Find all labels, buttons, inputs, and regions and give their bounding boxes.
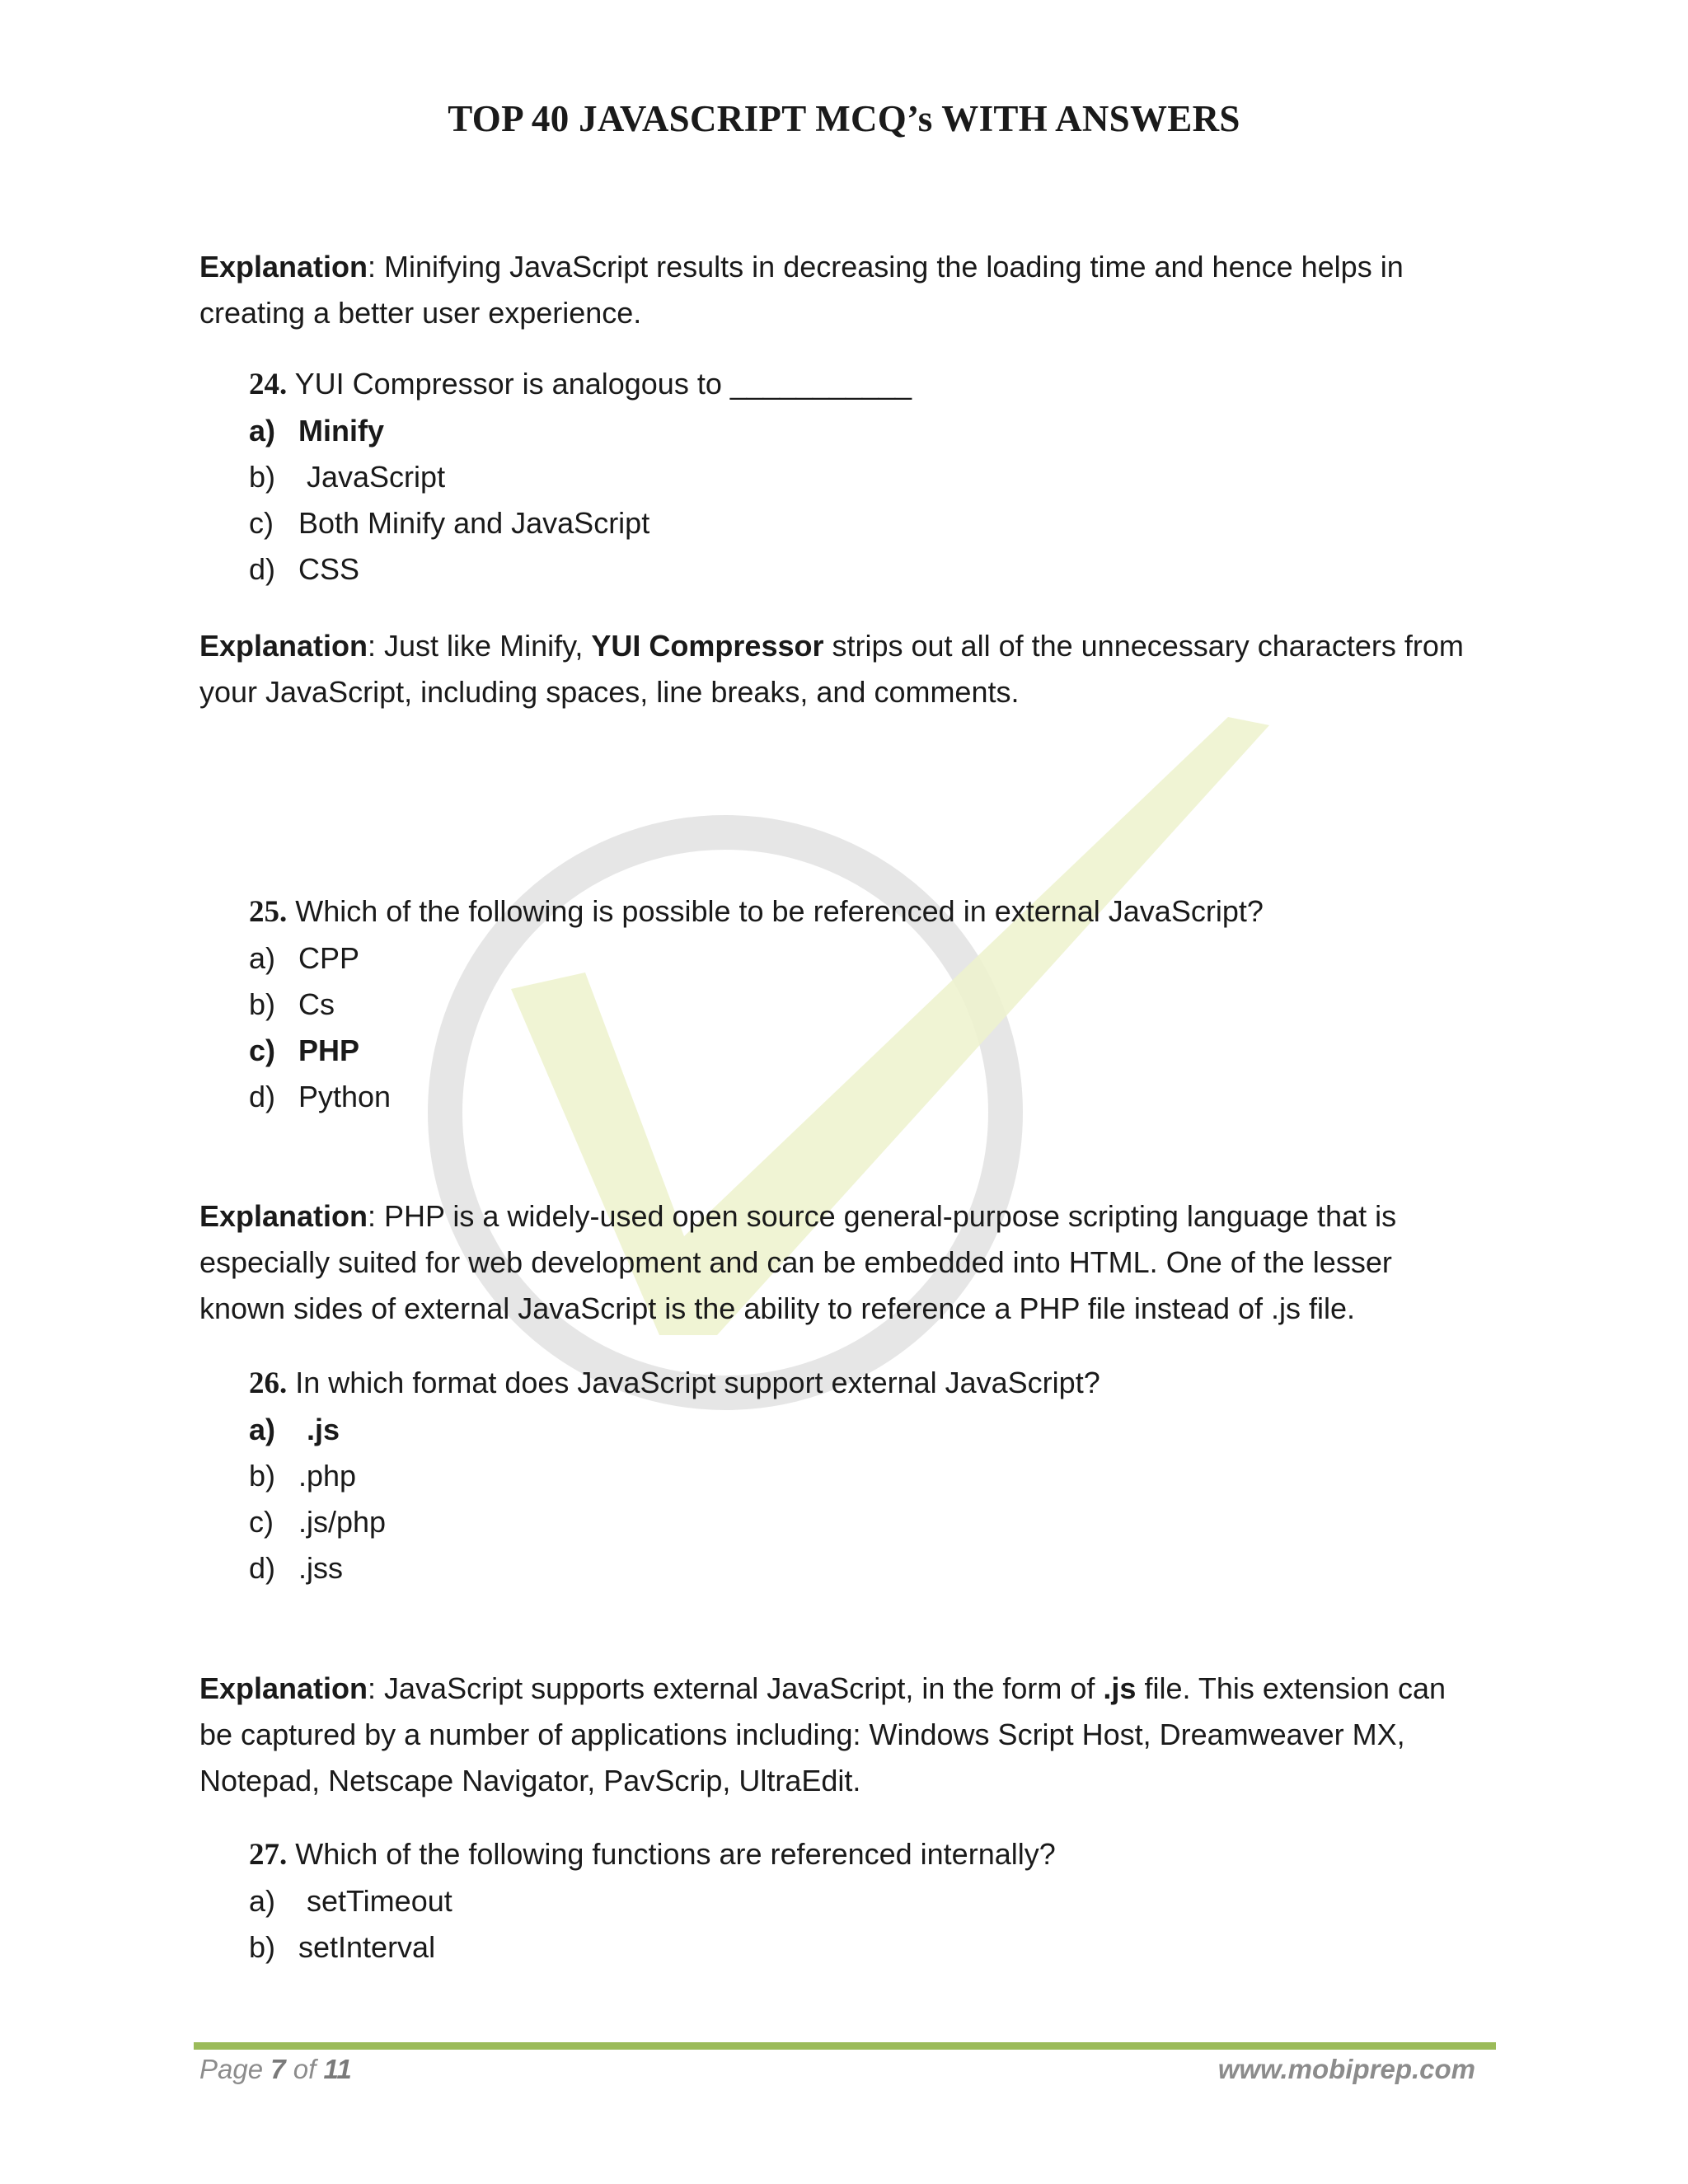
option-text: .js/php (298, 1505, 387, 1539)
option-text: setTimeout (298, 1884, 452, 1918)
page-title: TOP 40 JAVASCRIPT MCQ’s WITH ANSWERS (448, 98, 1240, 139)
page-number-of: of (285, 2054, 324, 2084)
question-26 (249, 1360, 1485, 1591)
option-text: Cs (298, 987, 335, 1021)
question-number: 27. (249, 1838, 288, 1872)
option-letter: a) (249, 1413, 276, 1446)
question-stem (249, 1831, 1485, 1878)
option-letter: a) (249, 414, 276, 448)
option-b (249, 454, 1485, 500)
explanation-text: : Just like Minify, (368, 629, 592, 663)
footer-divider (194, 2042, 1496, 2050)
option-b (249, 1924, 1485, 1971)
explanation-24 (199, 623, 1485, 715)
question-text: Which of the following functions are referenced internally? (287, 1837, 1056, 1871)
question-24 (249, 361, 1485, 593)
page-number (199, 2054, 352, 2085)
option-text: .js (298, 1413, 340, 1446)
option-letter: c) (249, 1033, 276, 1067)
explanation-bold-term: .js (1103, 1671, 1137, 1705)
page-number-current: 7 (270, 2054, 286, 2084)
option-b (249, 982, 1485, 1028)
question-number: 26. (249, 1366, 288, 1400)
footer-website: www.mobiprep.com (1217, 2054, 1475, 2084)
question-27 (249, 1831, 1485, 1971)
option-letter: b) (249, 987, 276, 1021)
option-d (249, 1074, 1485, 1120)
explanation-label: Explanation (199, 1671, 368, 1705)
option-c-correct (249, 1028, 1485, 1074)
option-text: .jss (298, 1551, 343, 1585)
option-text: Minify (298, 414, 384, 448)
option-text: setInterval (298, 1930, 436, 1964)
option-text: Both Minify and JavaScript (298, 506, 650, 540)
explanation-label: Explanation (199, 629, 368, 663)
option-letter: d) (249, 552, 276, 586)
explanation-label: Explanation (199, 1199, 368, 1233)
option-c (249, 500, 1485, 546)
option-text: CSS (298, 552, 360, 586)
question-25 (249, 888, 1485, 1120)
option-letter: a) (249, 941, 276, 975)
page-number-prefix: Page (199, 2054, 271, 2084)
explanation-26 (199, 1666, 1485, 1804)
page-number-total: 11 (323, 2054, 352, 2084)
question-text: Which of the following is possible to be referenced in external JavaScript? (287, 894, 1264, 928)
option-letter: a) (249, 1884, 276, 1918)
explanation-25 (199, 1193, 1485, 1332)
option-c (249, 1499, 1485, 1545)
question-text: In which format does JavaScript support external JavaScript? (287, 1366, 1100, 1399)
explanation-text: file. This extension can be captured by a number of applications including: Windows Script Host, Dreamweaver MX, Notepad, Netscape Navigator, PavScrip, UltraEdit. (199, 1671, 1446, 1797)
question-text: YUI Compressor is analogous to ___________ (287, 367, 912, 401)
explanation-23 (199, 244, 1485, 336)
option-letter: d) (249, 1551, 276, 1585)
option-letter: b) (249, 1459, 276, 1493)
option-a-correct (249, 408, 1485, 454)
option-letter: b) (249, 1930, 276, 1964)
option-text: CPP (298, 941, 360, 975)
question-number: 24. (249, 368, 288, 401)
option-a-correct (249, 1407, 1485, 1453)
explanation-text: strips out all of the unnecessary characters from your JavaScript, including spaces, line breaks, and comments. (199, 629, 1464, 709)
option-a (249, 935, 1485, 982)
explanation-label: Explanation (199, 250, 368, 284)
question-number: 25. (249, 895, 288, 929)
explanation-text: : PHP is a widely-used open source general-purpose scripting language that is especially suited for web development and can be embedded into HTML. One of the lesser known sides of external JavaScript is the ability to reference a PHP file instead of .js file. (199, 1199, 1397, 1325)
option-letter: c) (249, 506, 274, 540)
option-text: .php (298, 1459, 357, 1493)
explanation-text: : Minifying JavaScript results in decreasing the loading time and hence helps in creating a better user experience. (199, 250, 1404, 330)
explanation-text: : JavaScript supports external JavaScript, in the form of (368, 1671, 1104, 1705)
option-letter: d) (249, 1080, 276, 1113)
question-stem (249, 888, 1485, 935)
option-d (249, 546, 1485, 593)
option-letter: c) (249, 1505, 274, 1539)
question-stem (249, 1360, 1485, 1407)
option-text: Python (298, 1080, 392, 1113)
option-text: JavaScript (298, 460, 446, 494)
explanation-bold-term: YUI Compressor (591, 629, 824, 663)
option-a (249, 1878, 1485, 1924)
option-d (249, 1545, 1485, 1591)
question-stem (249, 361, 1485, 408)
option-text: PHP (298, 1033, 360, 1067)
option-letter: b) (249, 460, 276, 494)
option-b (249, 1453, 1485, 1499)
